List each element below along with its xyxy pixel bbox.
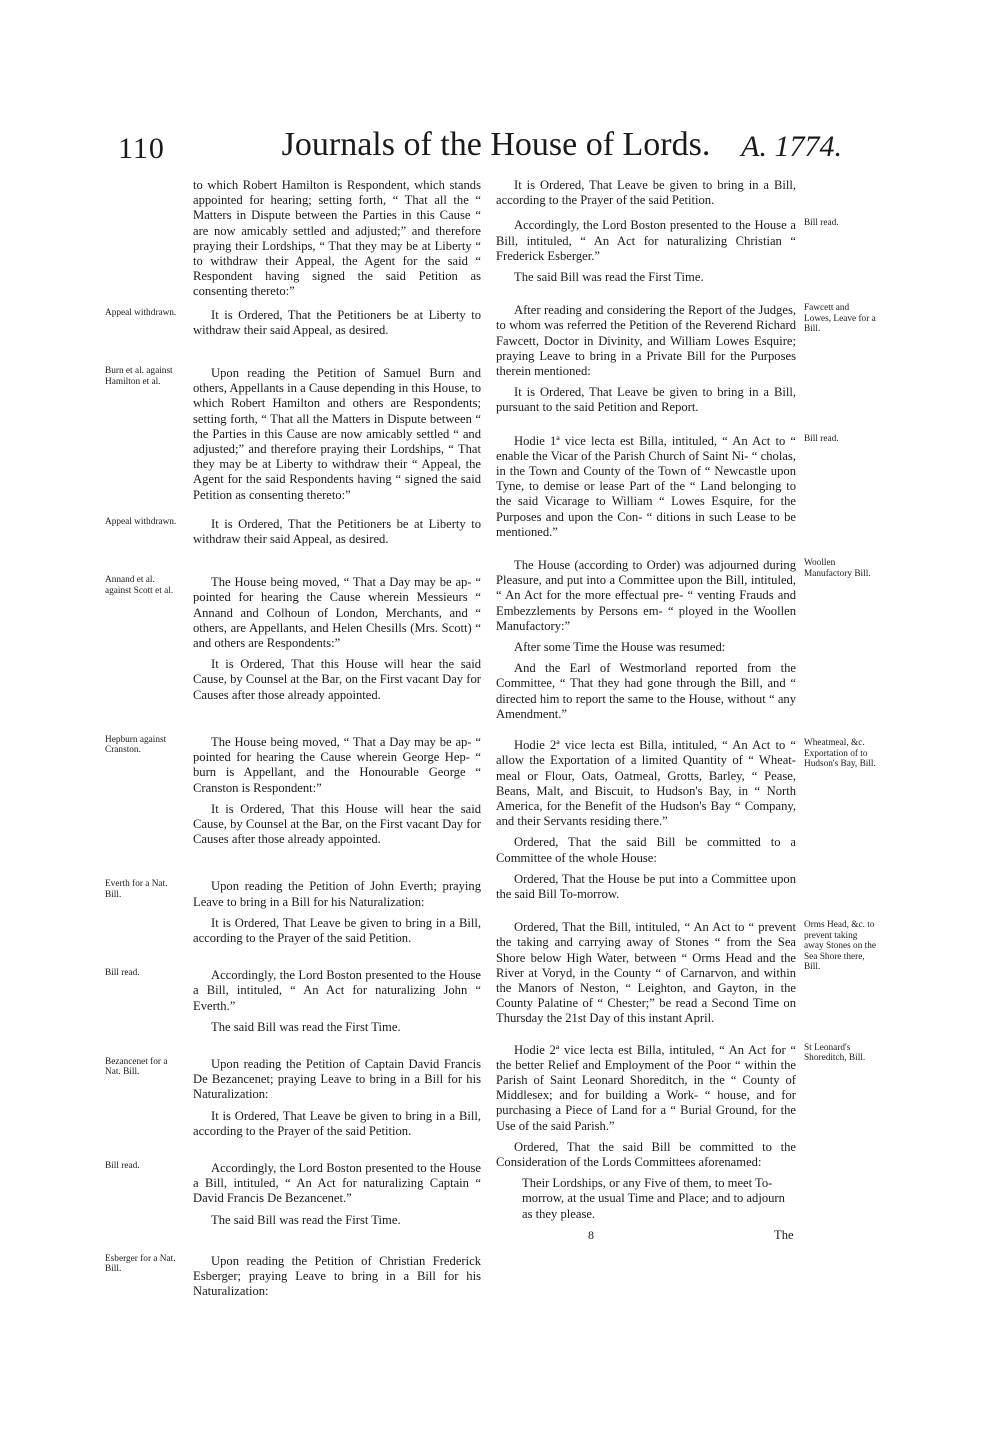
- paragraph: Ordered, That the Bill, intituled, “ An Act to “ prevent the taking and carrying away of Stones “ from the Sea Shore below High Water, between “ Orms Head and the River at Voryd, in the County “ of Carnarvon, and within the Manors of Neston, “ Leighton, and Gayton, in the County Palatine of “ Chester;” be read a Second Time on Thursday the 21st Day of this instant April.: [496, 920, 796, 1026]
- journal-entry: [105, 734, 481, 847]
- journal-year: A. 1774.: [741, 130, 842, 163]
- journal-entry: [105, 575, 481, 703]
- margin-note: Bill read.: [105, 968, 140, 979]
- margin-note: Fawcett and Lowes, Leave for a Bill.: [804, 303, 876, 335]
- journal-entry: [496, 920, 877, 1026]
- margin-note: Orms Head, &c. to prevent taking away Stones on the Sea Shore there, Bill.: [804, 920, 877, 973]
- paragraph: Upon reading the Petition of John Everth; praying Leave to bring in a Bill for his Naturalization:: [193, 879, 481, 909]
- paragraph: It is Ordered, That this House will hear the said Cause, by Counsel at the Bar, on the First vacant Day for Causes after those already appointed.: [193, 657, 481, 702]
- journal-entry: [496, 738, 876, 902]
- catchword: The: [774, 1228, 794, 1242]
- margin-note: Appeal withdrawn.: [105, 516, 177, 527]
- margin-note: Hepburn against Cranston.: [105, 734, 167, 756]
- journal-entry: [105, 1056, 481, 1139]
- paragraph: It is Ordered, That Leave be given to bring in a Bill, according to the Prayer of the said Petition.: [193, 1108, 481, 1138]
- signature-mark: 8: [588, 1228, 594, 1242]
- paragraph: Accordingly, the Lord Boston presented to the House a Bill, intituled, “ An Act for naturalizing John “ Everth.”: [193, 968, 481, 1013]
- paragraph: It is Ordered, That Leave be given to bring in a Bill, pursuant to the said Petition and Report.: [496, 385, 796, 415]
- journal-entry: [496, 178, 796, 208]
- margin-note: Burn et al. against Hamilton et al.: [105, 366, 173, 387]
- paragraph: Ordered, That the House be put into a Committee upon the said Bill To-morrow.: [496, 871, 796, 901]
- margin-note: Esberger for a Nat. Bill.: [105, 1253, 176, 1275]
- journal-entry: [193, 178, 481, 300]
- paragraph: Accordingly, the Lord Boston presented to the House a Bill, intituled, “ An Act for naturalizing Christian “ Frederick Esberger.”: [496, 218, 796, 263]
- paragraph: After some Time the House was resumed:: [514, 640, 726, 655]
- journal-entry: [105, 516, 481, 547]
- paragraph: And the Earl of Westmorland reported from the Committee, “ That they had gone through the Bill, and “ directed him to report the same to the House, without “ any Amendment.”: [496, 661, 796, 721]
- margin-note: Bill read.: [804, 433, 839, 444]
- paragraph: It is Ordered, That Leave be given to bring in a Bill, according to the Prayer of the said Petition.: [496, 178, 796, 208]
- paragraph: Upon reading the Petition of Christian Frederick Esberger; praying Leave to bring in a Bill for his Naturalization:: [193, 1253, 481, 1299]
- paragraph: After reading and considering the Report of the Judges, to whom was referred the Petition of the Reverend Richard Fawcett, Doctor in Divinity, and William Lowes Esquire; praying Leave to bring in a Private Bill for the Purposes therein mentioned:: [496, 303, 796, 379]
- paragraph: The said Bill was read the First Time.: [211, 1212, 401, 1227]
- paragraph: Accordingly, the Lord Boston presented to the House a Bill, intituled, “ An Act for naturalizing Captain “ David Francis De Bezancenet.”: [193, 1160, 481, 1206]
- page-header: [0, 126, 992, 176]
- journal-entry: [105, 307, 481, 338]
- page-number: 110: [118, 132, 165, 165]
- paragraph: Hodie 2ª vice lecta est Billa, intituled, “ An Act to “ allow the Exportation of a limited Quantity of “ Wheat-meal or Flour, Oats, Oatmeal, Grotts, Barley, “ Pease, Beans, Malt, and Biscuit, to Hudson's Bay, in “ North America, for the Benefit of the Hudson's Bay “ Company, and their Servants residing there.”: [496, 738, 796, 829]
- paragraph: It is Ordered, That the Petitioners be at Liberty to withdraw their said Appeal, as desired.: [193, 516, 481, 547]
- paragraph: The said Bill was read the First Time.: [514, 270, 704, 285]
- journal-entry: [105, 968, 481, 1035]
- paragraph: Upon reading the Petition of Captain David Francis De Bezancenet; praying Leave to bring in a Bill for his Naturalization:: [193, 1056, 481, 1102]
- journal-entry: [496, 558, 871, 722]
- margin-note: Bill read.: [804, 218, 839, 229]
- paragraph: It is Ordered, That Leave be given to bring in a Bill, according to the Prayer of the said Petition.: [193, 915, 481, 945]
- left-column: [105, 178, 481, 1299]
- paragraph: Ordered, That the said Bill be committed to a Committee of the whole House:: [496, 835, 796, 865]
- paragraph: It is Ordered, That the Petitioners be at Liberty to withdraw their said Appeal, as desired.: [193, 307, 481, 337]
- paragraph: The said Bill was read the First Time.: [211, 1019, 401, 1034]
- paragraph: The House being moved, “ That a Day may be ap- “ pointed for hearing the Cause wherein Messieurs “ Annand and Colhoun of London, Merchants, and “ others, are Appellants, and Helen Chesills (Mrs. Scott) “ and others are Respondents:”: [193, 575, 481, 651]
- paragraph: to which Robert Hamilton is Respondent, which stands appointed for hearing; setting forth, “ That all the “ Matters in Dispute between the Parties in this Cause “ are now amicably settled and adjusted;” and therefore praying their Lordships, “ That they may be at Liberty “ to withdraw their Appeal, the Agent for the said “ Respondent having signed the said Petition as consenting thereto:”: [193, 178, 481, 299]
- journal-title: Journals of the House of Lords.: [281, 126, 711, 163]
- journal-entry: [105, 1253, 481, 1300]
- journal-entry: [496, 1042, 866, 1222]
- journal-entry: [105, 879, 481, 946]
- journal-entry: [105, 1160, 481, 1228]
- margin-note: Annand et al. against Scott et al.: [105, 575, 174, 596]
- margin-note: Wheatmeal, &c. Exportation of to Hudson's Bay, Bill.: [804, 738, 876, 770]
- journal-entry: [496, 218, 839, 285]
- margin-note: Bezancenet for a Nat. Bill.: [105, 1056, 168, 1078]
- paragraph: Upon reading the Petition of Samuel Burn and others, Appellants in a Cause depending in this House, to which Robert Hamilton and others are Respondents; setting forth, “ That all the Matters in Dispute between “ the Parties in this Cause are now amicably settled “ and adjusted;” and therefore praying their Lordships, “ That they may be at Liberty to withdraw their “ Appeal, the Agent for the said Respondents having “ signed the said Petition as consenting thereto:”: [193, 366, 481, 502]
- margin-note: Everth for a Nat. Bill.: [105, 879, 168, 900]
- paragraph: It is Ordered, That this House will hear the said Cause, by Counsel at the Bar, on the First vacant Day for Causes after those already appointed.: [193, 801, 481, 847]
- paragraph: Ordered, That the said Bill be committed to the Consideration of the Lords Committees aforenamed:: [496, 1139, 796, 1169]
- paragraph: Hodie 2ª vice lecta est Billa, intituled, “ An Act for “ the better Relief and Employment of the Poor “ within the Parish of Saint Leonard Shoreditch, in the “ County of Middlesex; and for building a Work- “ house, and for purchasing a Piece of Land for a “ Burial Ground, for the Use of the said Parish.”: [496, 1042, 796, 1133]
- journal-entry: [496, 433, 839, 540]
- paragraph: Their Lordships, or any Five of them, to meet To-morrow, at the usual Time and Place; and to adjourn as they please.: [522, 1176, 785, 1221]
- margin-note: Appeal withdrawn.: [105, 307, 177, 318]
- journal-entry: [105, 366, 481, 503]
- margin-note: St Leonard's Shoreditch, Bill.: [804, 1042, 866, 1064]
- paragraph: The House being moved, “ That a Day may be ap- “ pointed for hearing the Cause wherein George Hep- “ burn is Appellant, and the Honourable George “ Cranston is Respondent:”: [193, 734, 481, 795]
- paragraph: Hodie 1ª vice lecta est Billa, intituled, “ An Act to “ enable the Vicar of the Parish Church of Saint Ni- “ cholas, in the Town and County of the Town of “ Newcastle upon Tyne, to demise or lease Part of the “ Land belonging to the said Vicarage to William “ Lowes Esquire, for the Purposes and upon the Con- “ ditions in such Lease to be mentioned.”: [496, 433, 796, 539]
- margin-note: Woollen Manufactory Bill.: [804, 558, 871, 579]
- right-column: [496, 178, 877, 1222]
- paragraph: The House (according to Order) was adjourned during Pleasure, and put into a Committee upon the Bill, intituled, “ An Act for the more effectual pre- “ venting Frauds and Embezzlements by Persons em- “ ployed in the Woollen Manufactory:”: [496, 558, 796, 633]
- margin-note: Bill read.: [105, 1160, 140, 1171]
- journal-entry: [496, 303, 876, 415]
